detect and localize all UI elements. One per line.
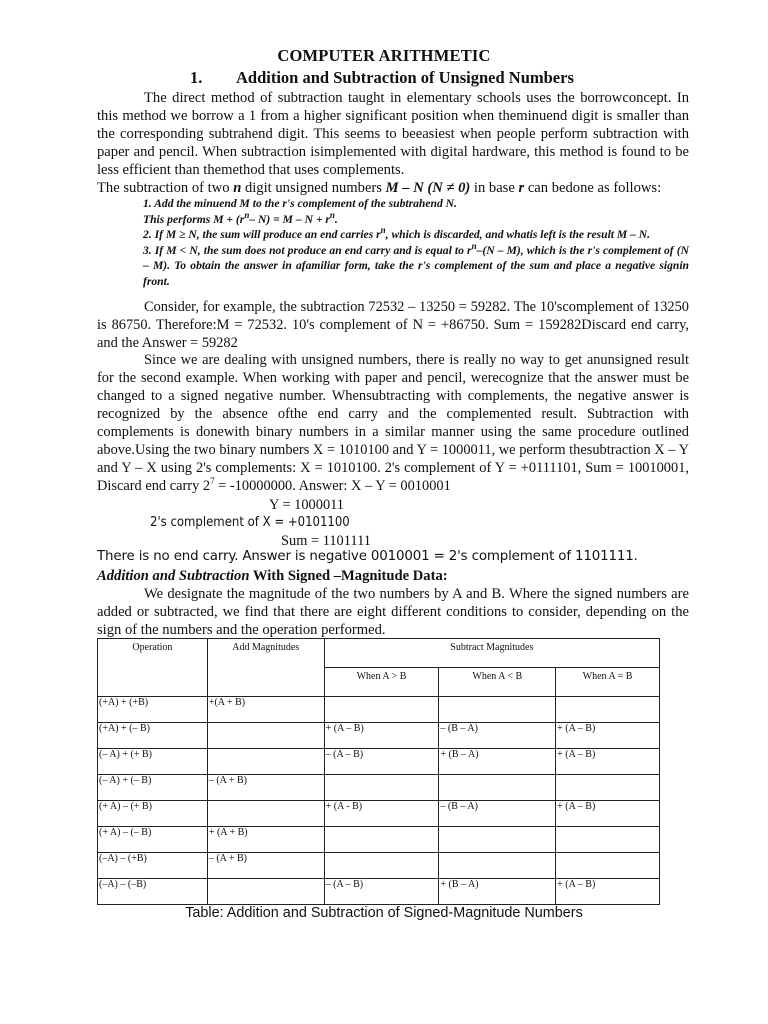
- header-a-gt-b: When A > B: [324, 668, 439, 697]
- table-cell: +(A + B): [207, 697, 324, 723]
- table-row: [98, 697, 660, 723]
- text-span: Since we are dealing with unsigned numbers, there is really no way to get anunsigned result for the second example. When working with paper and pencil, werecognize that the answer must be changed to a signed negative number. Whensubtracting with complements, the negative answer is recognized by the absence ofthe end carry and the complemented result. Subtraction with complements is donewith binary numbers in a similar manner using the same procedure outlined above.Using the two binary numbers X = 1010100 and Y = 1000011, we perform thesubtraction X – Y and Y – X using 2's complements: X = 1010100. 2's complement of Y = +0111101, Sum = 10010001, Discard end carry 2: [97, 352, 689, 494]
- table-cell: (–A) – (–B): [98, 879, 208, 905]
- header-a-lt-b: When A < B: [439, 668, 556, 697]
- paragraph-intro: The direct method of subtraction taught in elementary schools uses the borrowconcept. In this method we borrow a 1 from a higher significant position when theminuend digit is smaller than the corresponding subtrahend digit. This seems to beeasiest when people perform subtraction with paper and pencil. When subtraction isimplemented with digital hardware, this method is found to be less efficient than themethod that uses complements.: [97, 90, 689, 178]
- calc-line-complement: 2's complement of X = +0101100: [150, 515, 350, 530]
- table-caption: Table: Addition and Subtraction of Signed-Magnitude Numbers: [185, 905, 583, 921]
- text-span: 3. If M < N, the sum does not produce an end carry and is equal to r: [143, 243, 472, 257]
- table-header-row: [98, 639, 660, 668]
- table-cell: [556, 853, 660, 879]
- table-cell: – (A + B): [207, 853, 324, 879]
- table-row: [98, 853, 660, 879]
- page-title: COMPUTER ARITHMETIC: [277, 46, 491, 65]
- table-row: [98, 749, 660, 775]
- table-cell: + (A – B): [556, 723, 660, 749]
- signed-magnitude-table: [97, 638, 660, 905]
- table-cell: (+ A) – (+ B): [98, 801, 208, 827]
- header-subtract-magnitudes: Subtract Magnitudes: [324, 639, 659, 668]
- superscript: n: [244, 209, 250, 220]
- text-span: digit unsigned numbers: [241, 180, 386, 196]
- step-1b: [143, 209, 689, 228]
- text-span: The subtraction of two: [97, 180, 234, 196]
- text-span: 2. If M ≥ N, the sum will produce an end carries r: [143, 228, 381, 241]
- table-cell: (– A) + (+ B): [98, 749, 208, 775]
- table-cell: + (A – B): [556, 801, 660, 827]
- table-cell: (–A) – (+B): [98, 853, 208, 879]
- superscript: 7: [210, 476, 215, 487]
- paragraph-binary-example: [97, 351, 689, 495]
- table-cell: + (A – B): [324, 723, 439, 749]
- table-cell: [207, 723, 324, 749]
- text-span: can bedone as follows:: [524, 180, 662, 196]
- table-cell: + (B – A): [439, 879, 556, 905]
- table-cell: [439, 827, 556, 853]
- superscript: n: [471, 240, 477, 251]
- table-cell: [556, 827, 660, 853]
- table-cell: [207, 879, 324, 905]
- header-a-eq-b: When A = B: [556, 668, 660, 697]
- step-1a: 1. Add the minuend M to the r's complement of the subtrahend N.: [143, 197, 457, 210]
- table-cell: – (B – A): [439, 723, 556, 749]
- text-span: .: [334, 212, 338, 226]
- calc-line-y: Y = 1000011: [269, 497, 345, 513]
- section-heading-signed-magnitude: [97, 568, 448, 585]
- table-cell: [207, 749, 324, 775]
- table-cell: (+ A) – (– B): [98, 827, 208, 853]
- text-span: This performs M + (r: [143, 212, 245, 226]
- table-cell: + (A – B): [556, 749, 660, 775]
- table-cell: [556, 697, 660, 723]
- table-cell: [556, 775, 660, 801]
- table-cell: (+A) + (+B): [98, 697, 208, 723]
- step-3: [143, 240, 690, 290]
- calc-line-sum: Sum = 1101111: [281, 533, 371, 549]
- paragraph-signed-magnitude: We designate the magnitude of the two numbers by A and B. Where the signed numbers are added or subtracted, we find that there are eight different conditions to consider, depending on the sign of the numbers and the operation performed.: [97, 586, 689, 638]
- superscript: n: [329, 209, 335, 220]
- text-span: M – N (N ≠ 0): [385, 180, 471, 196]
- text-span: = -10000000. Answer: X – Y = 0010001: [214, 478, 451, 494]
- table-cell: + (A – B): [556, 879, 660, 905]
- table-cell: [324, 827, 439, 853]
- table-cell: – (A – B): [324, 879, 439, 905]
- table-row: [98, 723, 660, 749]
- table-cell: [324, 853, 439, 879]
- table-cell: [324, 697, 439, 723]
- table-cell: [207, 801, 324, 827]
- table-row: [98, 879, 660, 905]
- step-2: [143, 227, 689, 243]
- table-cell: [324, 775, 439, 801]
- table-cell: [439, 697, 556, 723]
- table-cell: + (B – A): [439, 749, 556, 775]
- text-span: in base: [470, 180, 519, 196]
- paragraph-subtraction-method: [97, 179, 689, 197]
- text-span: –(N – M), which is the r's complement of (N – M). To obtain the answer in afamiliar form, take the r's complement of the sum and place a negative signin front.: [143, 243, 690, 288]
- section-heading: [190, 68, 574, 88]
- text-span: r: [518, 180, 525, 196]
- section-number: 1.: [190, 68, 203, 87]
- table-cell: – (A – B): [324, 749, 439, 775]
- header-add-magnitudes: Add Magnitudes: [207, 639, 324, 697]
- procedure-steps: [143, 196, 689, 289]
- text-span: Addition and Subtraction: [97, 568, 250, 584]
- section-title: Addition and Subtraction of Unsigned Numbers: [236, 68, 574, 87]
- paragraph-decimal-example: Consider, for example, the subtraction 72532 – 13250 = 59282. The 10'scomplement of 13250 is 86750. Therefore:M = 72532. 10's complement of N = +86750. Sum = 159282Discard end carry, and the Answer = 59282: [97, 299, 689, 351]
- table-cell: – (B – A): [439, 801, 556, 827]
- superscript: n: [380, 225, 386, 236]
- paragraph-no-carry: There is no end carry. Answer is negative 0010001 = 2's complement of 1101111.: [97, 549, 638, 564]
- table-cell: – (A + B): [207, 775, 324, 801]
- table-cell: (– A) + (– B): [98, 775, 208, 801]
- text-span: , which is discarded, and whatis left is the result M – N.: [385, 228, 651, 241]
- text-span: n: [233, 180, 242, 196]
- table-row: [98, 775, 660, 801]
- text-span: – N) = M – N + r: [249, 212, 330, 226]
- table-row: [98, 827, 660, 853]
- table-cell: + (A + B): [207, 827, 324, 853]
- header-operation: Operation: [98, 639, 208, 697]
- table-cell: (+A) + (– B): [98, 723, 208, 749]
- table-row: [98, 801, 660, 827]
- table-cell: [439, 775, 556, 801]
- text-span: With Signed –Magnitude Data:: [249, 568, 448, 584]
- table-cell: [439, 853, 556, 879]
- table-cell: + (A - B): [324, 801, 439, 827]
